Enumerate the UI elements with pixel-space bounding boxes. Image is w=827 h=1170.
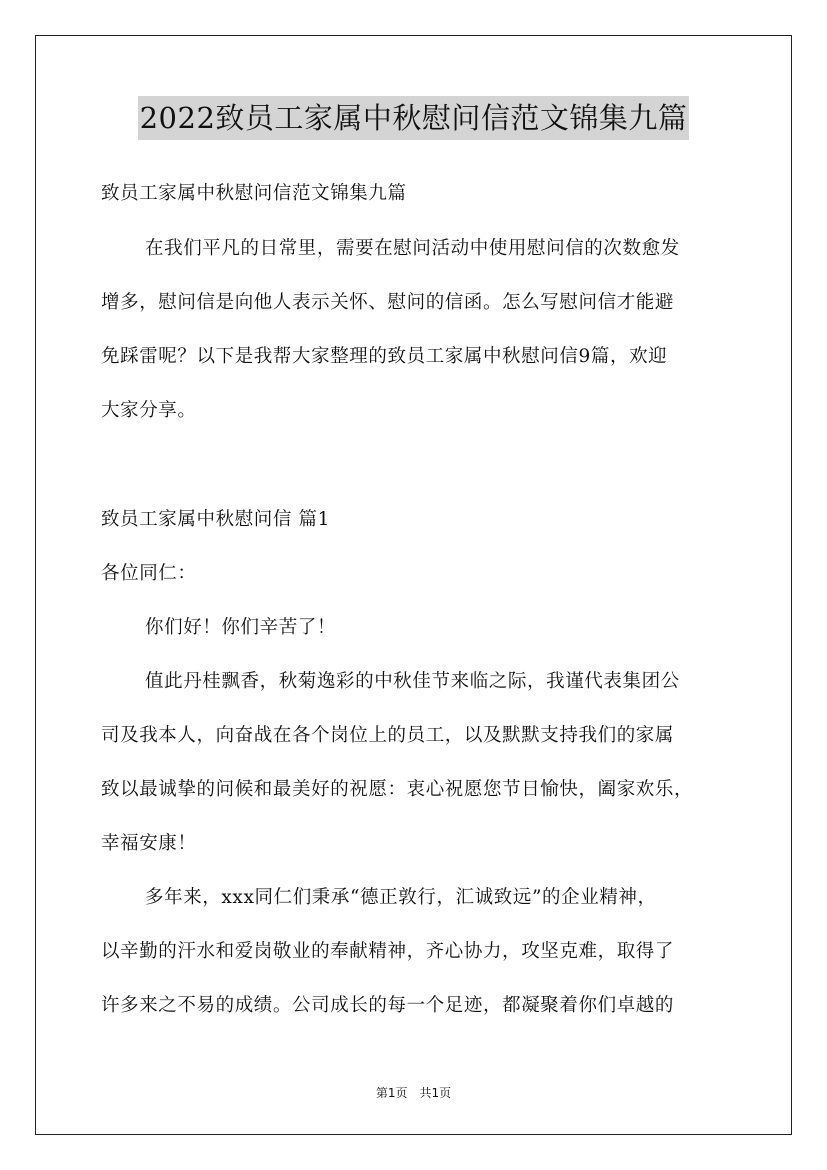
paragraph-line: 幸福安康！	[101, 833, 197, 854]
document-title-text: 2022致员工家属中秋慰问信范文锦集九篇	[138, 96, 690, 140]
paragraph-line: 司及我本人，向奋战在各个岗位上的员工，以及默默支持我们的家属	[101, 725, 675, 746]
salutation: 各位同仁：	[101, 563, 197, 584]
page-footer	[0, 1085, 827, 1101]
document-title	[0, 96, 827, 140]
greeting: 你们好！你们辛苦了！	[145, 617, 337, 638]
intro-line: 在我们平凡的日常里，需要在慰问活动中使用慰问信的次数愈发	[145, 238, 680, 259]
paragraph-line: 许多来之不易的成绩。公司成长的每一个足迹，都凝聚着你们卓越的	[101, 995, 675, 1016]
paragraph-line: 以辛勤的汗水和爱岗敬业的奉献精神，齐心协力，攻坚克难，取得了	[101, 941, 675, 962]
page-total: 共1页	[419, 1086, 452, 1100]
paragraph-line: 多年来，xxx同仁们秉承“德正敦行，汇诚致远”的企业精神，	[145, 887, 657, 908]
page-number: 第1页	[375, 1086, 408, 1100]
paragraph-line: 致以最诚挚的问候和最美好的祝愿：衷心祝愿您节日愉快，阖家欢乐，	[101, 779, 694, 800]
document-subtitle: 致员工家属中秋慰问信范文锦集九篇	[101, 183, 407, 204]
paragraph-line: 值此丹桂飘香，秋菊逸彩的中秋佳节来临之际，我谨代表集团公	[145, 671, 680, 692]
section-heading: 致员工家属中秋慰问信 篇1	[101, 509, 330, 530]
intro-line: 大家分享。	[101, 400, 197, 421]
intro-line: 免踩雷呢？以下是我帮大家整理的致员工家属中秋慰问信9篇，欢迎	[101, 346, 668, 367]
intro-line: 增多，慰问信是向他人表示关怀、慰问的信函。怎么写慰问信才能避	[101, 292, 675, 313]
